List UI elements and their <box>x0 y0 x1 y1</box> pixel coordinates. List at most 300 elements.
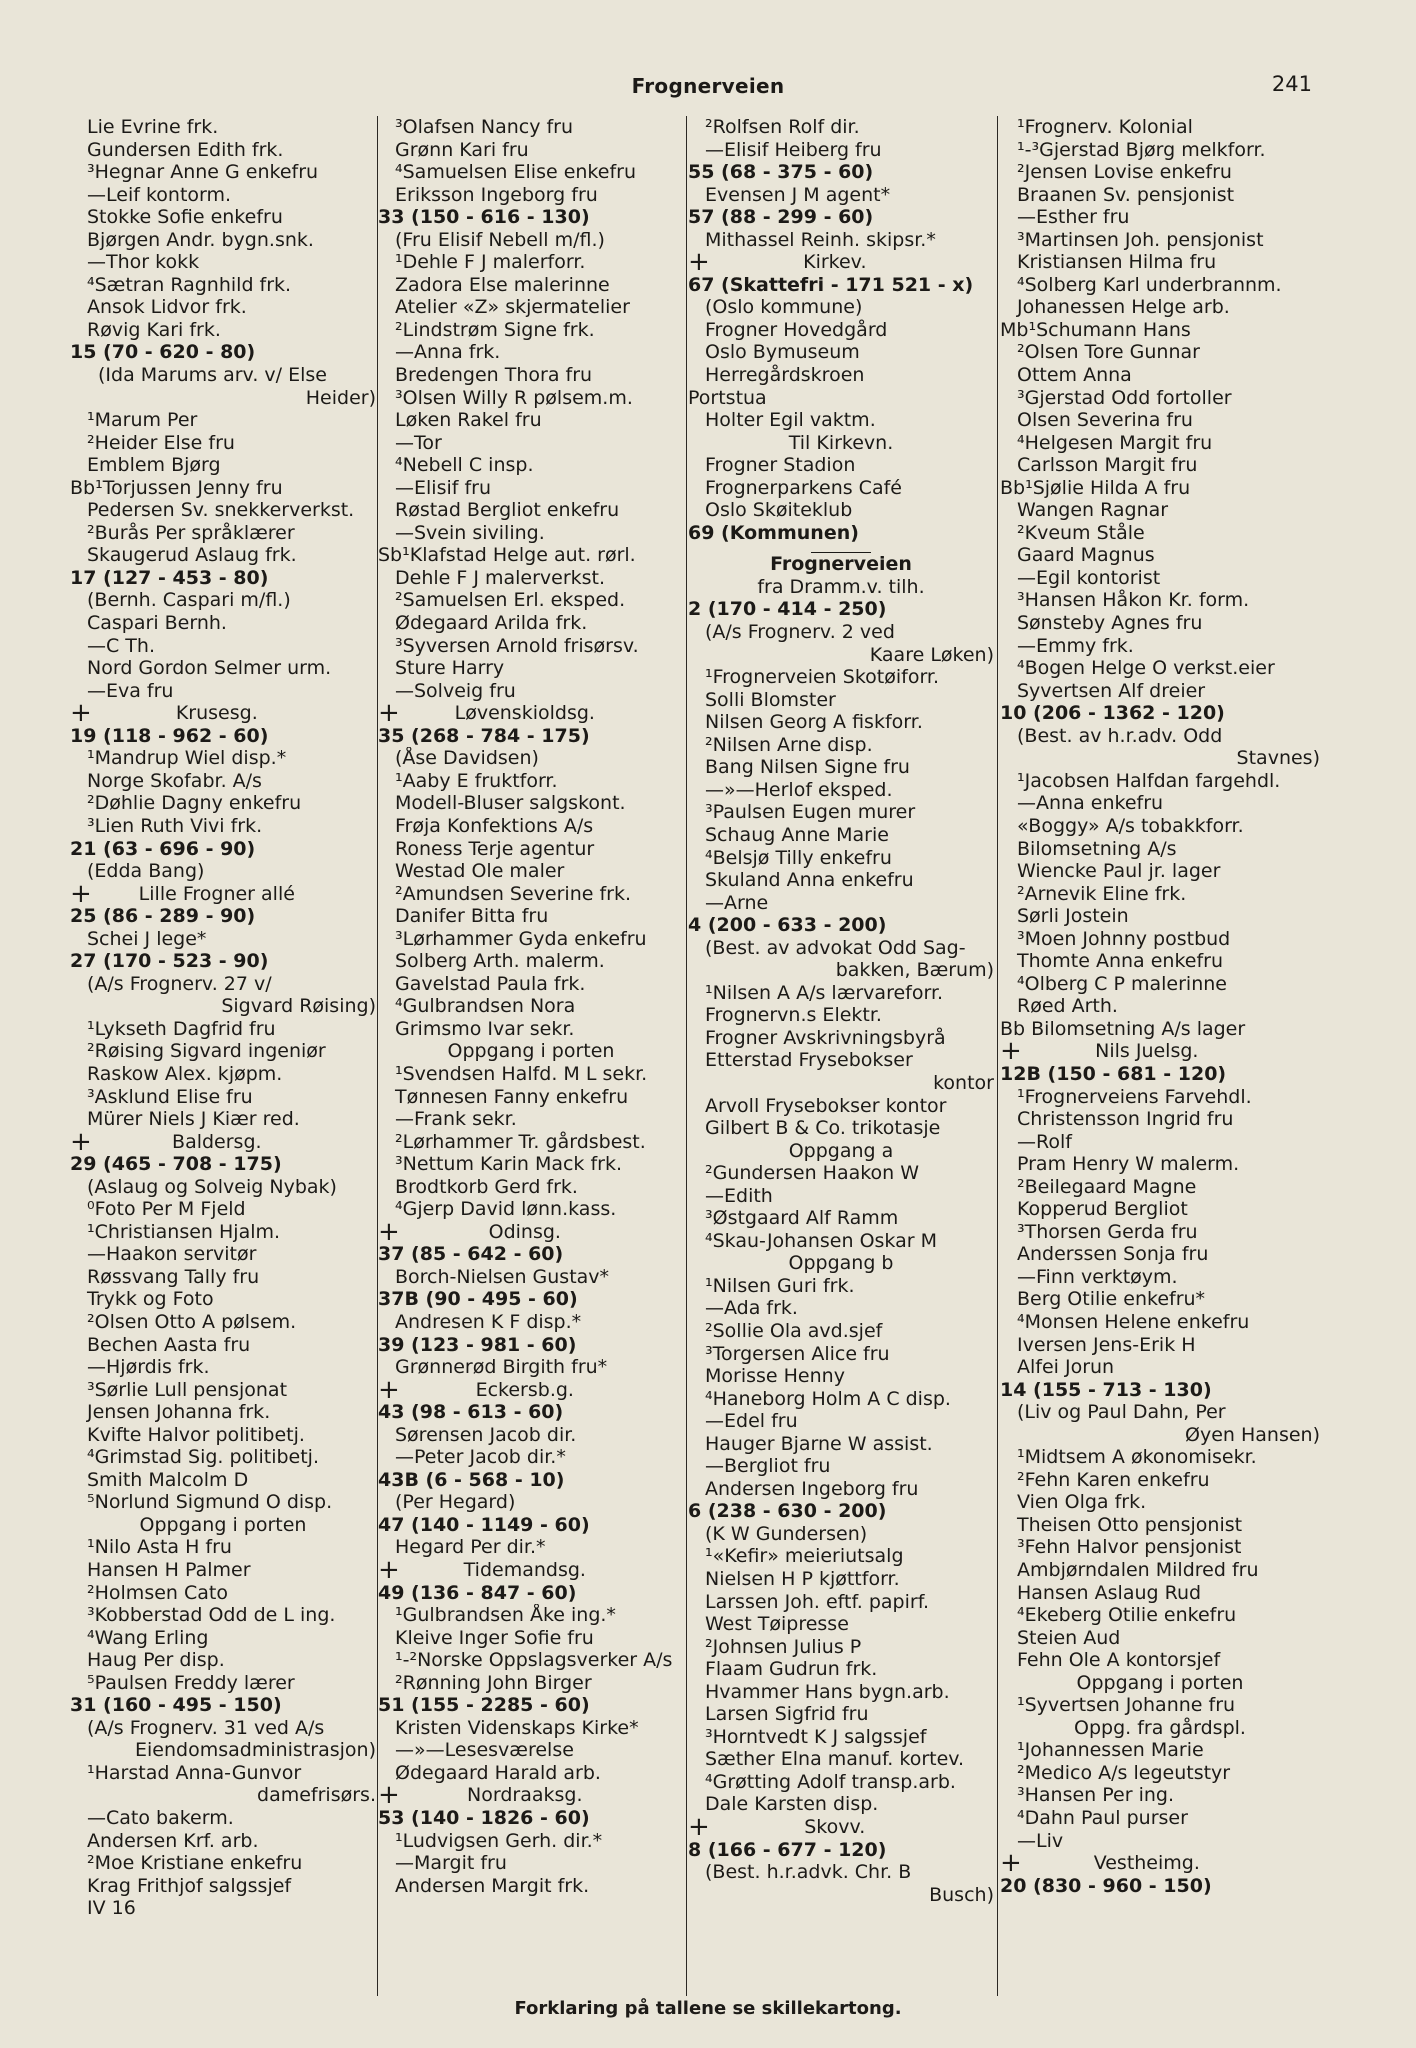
directory-entry: ⁴Grimstad Sig. politibetj. <box>87 1446 319 1469</box>
directory-entry: ³Martinsen Joh. pensjonist <box>1017 228 1264 251</box>
directory-entry: ²Burås Per språklærer <box>87 521 295 544</box>
directory-entry: ²Rønning John Birger <box>395 1671 592 1694</box>
directory-entry: Brodtkorb Gerd frk. <box>395 1175 578 1198</box>
address-number: 12B (150 - 681 - 120) <box>1000 1062 1227 1085</box>
directory-entry: Gavelstad Paula frk. <box>395 972 586 995</box>
directory-entry: ³Lørhammer Gyda enkefru <box>395 927 647 950</box>
cross-street-icon: + <box>378 1220 400 1244</box>
directory-entry: ¹Christiansen Hjalm. <box>87 1220 281 1243</box>
directory-entry: Frogner Avskrivningsbyrå <box>705 1026 946 1049</box>
directory-entry: —Finn verktøym. <box>1017 1265 1178 1288</box>
directory-entry: ²Døhlie Dagny enkefru <box>87 792 302 815</box>
cross-street-row <box>688 251 994 274</box>
address-number: 10 (206 - 1362 - 120) <box>1000 702 1225 725</box>
directory-entry: Andersen Ingeborg fru <box>705 1477 919 1500</box>
directory-entry: —Egil kontorist <box>1017 566 1161 589</box>
directory-entry: Kristen Videnskaps Kirke* <box>395 1716 639 1739</box>
directory-entry: Mithassel Reinh. skipsr.* <box>705 228 936 251</box>
directory-entry: Røstad Bergliot enkefru <box>395 499 620 522</box>
directory-entry: Andresen K F disp.* <box>395 1310 582 1333</box>
address-number: 19 (118 - 962 - 60) <box>70 724 269 747</box>
directory-entry: (Best. av advokat Odd Sag- <box>705 936 966 959</box>
cross-street-row <box>378 1559 684 1582</box>
directory-entry: Oslo Skøiteklub <box>705 499 853 522</box>
address-number: 57 (88 - 299 - 60) <box>688 206 874 229</box>
directory-entry: (Bernh. Caspari m/fl.) <box>87 589 291 612</box>
cross-street-label: Nordraaksg. <box>467 1784 583 1807</box>
directory-entry: Iversen Jens-Erik H <box>1017 1333 1196 1356</box>
directory-entry: Borch-Nielsen Gustav* <box>395 1265 610 1288</box>
directory-entry: Alfei Jorun <box>1017 1356 1115 1379</box>
directory-entry: —Anna enkefru <box>1017 792 1164 815</box>
directory-entry: ²Lørhammer Tr. gårdsbest. <box>395 1130 646 1153</box>
directory-entry: Grimsmo Ivar sekr. <box>395 1017 575 1040</box>
directory-entry: Hansen Aslaug Rud <box>1017 1581 1202 1604</box>
address-number: 25 (86 - 289 - 90) <box>70 905 256 928</box>
directory-entry: Wiencke Paul jr. lager <box>1017 860 1221 883</box>
cross-street-row <box>378 1221 684 1244</box>
directory-entry: Vien Olga frk. <box>1017 1491 1147 1514</box>
directory-entry: Kaare Løken) <box>869 643 994 666</box>
address-number: 27 (170 - 523 - 90) <box>70 950 269 973</box>
directory-entry: ⁴Sætran Ragnhild frk. <box>87 273 292 296</box>
directory-entry: —Leif kontorm. <box>87 183 232 206</box>
directory-entry: Sørensen Jacob dir. <box>395 1423 577 1446</box>
directory-entry: Evensen J M agent* <box>705 183 891 206</box>
directory-entry: ²Fehn Karen enkefru <box>1017 1468 1210 1491</box>
directory-entry: Tønnesen Fanny enkefru <box>395 1085 629 1108</box>
directory-entry: Sigvard Røising) <box>221 995 376 1018</box>
directory-entry: ³Hansen Per ing. <box>1017 1784 1175 1807</box>
directory-entry: (A/s Frognerv. 31 ved A/s <box>87 1716 325 1739</box>
directory-entry: ³Thorsen Gerda fru <box>1017 1220 1198 1243</box>
directory-entry: —Cato bakerm. <box>87 1807 234 1830</box>
cross-street-icon: + <box>378 1559 400 1582</box>
footer-note: Forklaring på tallene se skillekartong. <box>514 1998 902 2019</box>
address-number: 4 (200 - 633 - 200) <box>688 914 887 937</box>
directory-entry: —Ada frk. <box>705 1297 798 1320</box>
directory-entry: ²Kveum Ståle <box>1017 521 1145 544</box>
directory-entry: Røvig Kari frk. <box>87 318 221 341</box>
address-number: 43 (98 - 613 - 60) <box>378 1401 564 1424</box>
directory-entry: (Åse Davidsen) <box>395 747 539 770</box>
cross-street-row <box>378 702 684 725</box>
directory-entry: —Haakon servitør <box>87 1243 257 1266</box>
address-number: 29 (465 - 708 - 175) <box>70 1153 282 1176</box>
directory-entry: Sb¹Klafstad Helge aut. rørl. <box>378 544 636 567</box>
directory-entry: Haug Per disp. <box>87 1649 225 1672</box>
directory-entry: ²Holmsen Cato <box>87 1581 228 1604</box>
directory-entry: Christensson Ingrid fru <box>1017 1108 1234 1131</box>
directory-entry: Steien Aud <box>1017 1626 1121 1649</box>
directory-entry: Westad Ole maler <box>395 860 565 883</box>
directory-entry: —»—Herlof eksped. <box>705 778 893 801</box>
cross-street-icon: + <box>70 882 92 906</box>
directory-entry: Pram Henry W malerm. <box>1017 1153 1240 1176</box>
directory-entry: Pedersen Sv. snekkerverkst. <box>87 499 355 522</box>
directory-entry: ¹Nilo Asta H fru <box>87 1536 232 1559</box>
directory-entry: Larsen Sigfrid fru <box>705 1703 869 1726</box>
directory-entry: Grønn Kari fru <box>395 138 529 161</box>
directory-entry: ¹Marum Per <box>87 409 198 432</box>
directory-entry: ⁴Skau-Johansen Oskar M <box>705 1229 937 1252</box>
directory-entry: ⁴Grøtting Adolf transp.arb. <box>705 1770 956 1793</box>
directory-entry: Trykk og Foto <box>87 1288 214 1311</box>
directory-entry: ¹«Kefir» meieriutsalg <box>705 1545 904 1568</box>
directory-entry: (Fru Elisif Nebell m/fl.) <box>395 228 605 251</box>
directory-entry: Skuland Anna enkefru <box>705 869 914 892</box>
directory-entry: Holter Egil vaktm. <box>705 409 876 432</box>
directory-entry: Frognerparkens Café <box>705 476 902 499</box>
address-number: 31 (160 - 495 - 150) <box>70 1694 282 1717</box>
directory-entry: Sønsteby Agnes fru <box>1017 612 1203 635</box>
directory-entry: Kvifte Halvor politibetj. <box>87 1423 305 1446</box>
directory-entry: Bredengen Thora fru <box>395 364 593 387</box>
directory-entry: Norge Skofabr. A/s <box>87 769 262 792</box>
directory-entry: Nilsen Georg A fiskforr. <box>705 711 923 734</box>
cross-street-row <box>688 1816 994 1839</box>
directory-entry: ¹Nilsen Guri frk. <box>705 1274 855 1297</box>
directory-entry: ²Medico A/s legeutstyr <box>1017 1761 1231 1784</box>
cross-street-icon: + <box>688 1816 710 1839</box>
directory-entry: Stavnes) <box>1236 747 1320 770</box>
directory-entry: Berg Otilie enkefru* <box>1017 1288 1206 1311</box>
directory-entry: Lie Evrine frk. <box>87 116 219 138</box>
directory-entry: (Per Hegard) <box>395 1491 516 1514</box>
directory-entry: Øyen Hansen) <box>1185 1423 1320 1446</box>
directory-entry: ⁴Bogen Helge O verkst.eier <box>1017 657 1275 680</box>
directory-column-3 <box>688 116 994 1986</box>
address-number: 37B (90 - 495 - 60) <box>378 1288 578 1311</box>
directory-column-2 <box>378 116 684 1986</box>
directory-entry: (Best. h.r.advk. Chr. B <box>705 1861 912 1884</box>
directory-entry: Sture Harry <box>395 657 505 680</box>
directory-entry: ³Moen Johnny postbud <box>1017 927 1231 950</box>
directory-entry: Schei J lege* <box>87 927 207 950</box>
directory-entry: Frogner Hovedgård <box>705 318 888 341</box>
directory-entry: ⁴Samuelsen Elise enkefru <box>395 161 636 184</box>
directory-entry: ⁴Nebell C insp. <box>395 454 534 477</box>
directory-entry: ⁴Belsjø Tilly enkefru <box>705 846 892 869</box>
directory-entry: Hegard Per dir.* <box>395 1536 546 1559</box>
directory-entry: —»—Lesesværelse <box>395 1739 574 1762</box>
directory-entry: Morisse Henny <box>705 1365 845 1388</box>
directory-entry: ⁵Norlund Sigmund O disp. <box>87 1491 333 1514</box>
cross-street-row <box>70 1131 376 1154</box>
directory-entry: Nord Gordon Selmer urm. <box>87 657 332 680</box>
directory-entry: Anderssen Sonja fru <box>1017 1243 1209 1266</box>
address-number: 8 (166 - 677 - 120) <box>688 1838 887 1861</box>
directory-entry: (A/s Frognerv. 27 v/ <box>87 972 272 995</box>
directory-entry: ³Paulsen Eugen murer <box>705 801 916 824</box>
directory-entry: (Edda Bang) <box>87 860 205 883</box>
directory-entry: Etterstad Frysebokser <box>705 1049 913 1072</box>
cross-street-icon: + <box>1000 1852 1022 1875</box>
cross-street-label: Nils Juelsg. <box>1095 1040 1199 1063</box>
directory-entry: ⁴Wang Erling <box>87 1626 209 1649</box>
directory-entry: ¹Harstad Anna-Gunvor <box>87 1761 302 1784</box>
directory-entry: Olsen Severina fru <box>1017 409 1193 432</box>
section-heading: Oppgang i porten <box>139 1513 307 1536</box>
directory-entry: ²Beilegaard Magne <box>1017 1175 1197 1198</box>
directory-entry: Arvoll Frysebokser kontor <box>705 1094 947 1117</box>
page-number: 241 <box>1271 72 1312 96</box>
directory-entry: ⁴Dahn Paul purser <box>1017 1807 1188 1830</box>
directory-entry: Bilomsetning A/s <box>1017 837 1177 860</box>
directory-entry: —Hjørdis frk. <box>87 1356 210 1379</box>
directory-entry: —Thor kokk <box>87 251 200 274</box>
directory-entry: ²Nilsen Arne disp. <box>705 733 873 756</box>
address-number: 67 (Skattefri - 171 521 - x) <box>688 273 974 296</box>
section-heading: Oppgang i porten <box>1076 1671 1244 1694</box>
section-heading: Til Kirkevn. <box>788 431 894 454</box>
address-number: 17 (127 - 453 - 80) <box>70 566 269 589</box>
cross-street-icon: + <box>378 1378 400 1402</box>
directory-entry: —Arne <box>705 891 769 914</box>
directory-entry: ³Syversen Arnold frisørsv. <box>395 634 639 657</box>
cross-street-icon: + <box>70 1130 92 1154</box>
directory-entry: ³Olafsen Nancy fru <box>395 116 574 138</box>
directory-entry: —Edith <box>705 1184 773 1207</box>
directory-entry: Bang Nilsen Signe fru <box>705 756 910 779</box>
directory-entry: ³Gjerstad Odd fortoller <box>1017 386 1232 409</box>
directory-entry: Dehle F J malerverkst. <box>395 566 606 589</box>
directory-entry: ²Moe Kristiane enkefru <box>87 1852 303 1875</box>
directory-entry: ²Olsen Tore Gunnar <box>1017 341 1200 364</box>
address-number: 35 (268 - 784 - 175) <box>378 724 590 747</box>
directory-entry: (K W Gundersen) <box>705 1522 868 1545</box>
directory-entry: ¹Nilsen A A/s lærvareforr. <box>705 981 944 1004</box>
directory-entry: ³Torgersen Alice fru <box>705 1342 890 1365</box>
directory-column-1 <box>70 116 376 1986</box>
address-number: 6 (238 - 630 - 200) <box>688 1500 887 1523</box>
page-title: Frognerveien <box>631 74 785 98</box>
directory-entry: Bb Bilomsetning A/s lager <box>1000 1017 1246 1040</box>
directory-entry: Solli Blomster <box>705 688 836 711</box>
directory-entry: Ødegaard Arilda frk. <box>395 612 588 635</box>
section-heading: Oppgang b <box>788 1252 894 1275</box>
directory-entry: Fehn Ole A kontorsjef <box>1017 1649 1221 1672</box>
directory-entry: Gilbert B & Co. trikotasje <box>705 1117 941 1140</box>
cross-street-label: Skovv. <box>804 1816 866 1839</box>
directory-entry: Emblem Bjørg <box>87 454 221 477</box>
directory-entry: Hansen H Palmer <box>87 1559 251 1581</box>
directory-entry: Busch) <box>929 1883 994 1906</box>
directory-entry: Carlsson Margit fru <box>1017 454 1198 477</box>
directory-entry: (Liv og Paul Dahn, Per <box>1017 1401 1226 1424</box>
section-heading: Oppgang i porten <box>447 1040 615 1063</box>
directory-entry: ¹-²Norske Oppslagsverker A/s <box>395 1649 673 1672</box>
address-number: 21 (63 - 696 - 90) <box>70 837 256 860</box>
directory-entry: Røssvang Tally fru <box>87 1265 260 1288</box>
directory-entry: ⁰Foto Per M Fjeld <box>87 1198 246 1221</box>
directory-entry: bakken, Bærum) <box>835 959 994 982</box>
directory-entry: Zadora Else malerinne <box>395 273 610 296</box>
directory-entry: Flaam Gudrun frk. <box>705 1658 878 1681</box>
directory-entry: Kristiansen Hilma fru <box>1017 251 1217 274</box>
cross-street-row <box>70 702 376 725</box>
directory-entry: ¹Frognerv. Kolonial <box>1017 116 1193 138</box>
directory-entry: Portstua <box>688 386 767 409</box>
cross-street-label: Vestheimg. <box>1093 1852 1200 1875</box>
directory-entry: (Ida Marums arv. v/ Else <box>98 364 327 387</box>
address-number: 55 (68 - 375 - 60) <box>688 161 874 184</box>
directory-entry: Ansok Lidvor frk. <box>87 296 247 319</box>
directory-entry: ²Olsen Otto A pølsem. <box>87 1310 297 1333</box>
directory-entry: ³Horntvedt K J salgssjef <box>705 1725 927 1748</box>
directory-entry: Jensen Johanna frk. <box>87 1401 271 1424</box>
directory-entry: Theisen Otto pensjonist <box>1017 1513 1243 1536</box>
directory-entry: —Edel fru <box>705 1410 798 1433</box>
directory-entry: ²Arnevik Eline frk. <box>1017 882 1187 905</box>
directory-entry: Ødegaard Harald arb. <box>395 1761 601 1784</box>
directory-entry: damefrisørs. <box>257 1784 376 1807</box>
directory-entry: kontor <box>933 1071 994 1094</box>
directory-entry: Frognervn.s Elektr. <box>705 1004 882 1027</box>
directory-entry: ¹Johannessen Marie <box>1017 1739 1204 1762</box>
directory-entry: Syvertsen Alf dreier <box>1017 679 1206 702</box>
directory-entry: Thomte Anna enkefru <box>1017 950 1224 973</box>
directory-entry: Oslo Bymuseum <box>705 341 860 364</box>
directory-entry: Ottem Anna <box>1017 364 1132 387</box>
directory-entry: ²Heider Else fru <box>87 431 235 454</box>
directory-entry: ³Kobberstad Odd de L ing. <box>87 1604 336 1627</box>
cross-street-icon: + <box>1000 1040 1022 1063</box>
address-number: 2 (170 - 414 - 250) <box>688 598 887 621</box>
directory-entry: ²Gundersen Haakon W <box>705 1162 920 1185</box>
cross-street-row <box>378 1379 684 1402</box>
directory-entry: ¹-³Gjerstad Bjørg melkforr. <box>1017 138 1266 161</box>
directory-entry: Bb¹Sjølie Hilda A fru <box>1000 476 1191 499</box>
column-divider <box>997 116 998 1996</box>
directory-entry: Mb¹Schumann Hans <box>1000 318 1191 341</box>
directory-entry: —Liv <box>1017 1829 1064 1852</box>
directory-entry: ²Jensen Lovise enkefru <box>1017 161 1232 184</box>
directory-entry: Eiendomsadministrasjon) <box>135 1739 376 1762</box>
directory-entry: ³Hansen Håkon Kr. form. <box>1017 589 1250 612</box>
directory-entry: Grønnerød Birgith fru* <box>395 1356 608 1379</box>
section-heading: Oppg. fra gårdspl. <box>1074 1716 1246 1739</box>
address-number: 14 (155 - 713 - 130) <box>1000 1378 1212 1401</box>
directory-entry: Mürer Niels J Kiær red. <box>87 1108 300 1131</box>
directory-entry: —Margit fru <box>395 1852 507 1875</box>
section-heading: Oppgang a <box>788 1139 894 1162</box>
directory-entry: Heider) <box>305 386 376 409</box>
cross-street-icon: + <box>688 251 710 274</box>
directory-entry: Wangen Ragnar <box>1017 499 1169 522</box>
directory-entry: ⁴Olberg C P malerinne <box>1017 972 1227 995</box>
directory-entry: Andersen Krf. arb. <box>87 1829 259 1852</box>
directory-entry: Larssen Joh. eftf. papirf. <box>705 1590 930 1613</box>
directory-entry: ⁴Gulbrandsen Nora <box>395 995 576 1018</box>
directory-entry: Bechen Aasta fru <box>87 1333 251 1356</box>
directory-entry: ³Østgaard Alf Ramm <box>705 1207 899 1230</box>
directory-entry: Røed Arth. <box>1017 995 1118 1018</box>
directory-entry: Krag Frithjof salgssjef <box>87 1874 292 1897</box>
directory-entry: Roness Terje agentur <box>395 837 595 860</box>
directory-entry: ⁴Helgesen Margit fru <box>1017 431 1213 454</box>
directory-entry: ¹Gulbrandsen Åke ing.* <box>395 1604 616 1627</box>
directory-entry: ⁴Solberg Karl underbrannm. <box>1017 273 1282 296</box>
directory-entry: ¹Midtsem A økonomisekr. <box>1017 1446 1257 1469</box>
directory-entry: West Tøipresse <box>705 1613 849 1636</box>
directory-entry: Bb¹Torjussen Jenny fru <box>70 476 283 499</box>
directory-entry: Hauger Bjarne W assist. <box>705 1432 933 1455</box>
cross-street-label: Krusesg. <box>175 702 258 725</box>
directory-column-4 <box>1000 116 1320 1986</box>
directory-entry: —Anna frk. <box>395 341 501 364</box>
directory-entry: Stokke Sofie enkefru <box>87 206 283 229</box>
directory-entry: ²Sollie Ola avd.sjef <box>705 1319 883 1342</box>
directory-entry: —Frank sekr. <box>395 1108 517 1131</box>
address-number: 49 (136 - 847 - 60) <box>378 1581 577 1604</box>
directory-entry: ³Nettum Karin Mack frk. <box>395 1153 623 1176</box>
directory-entry: Nielsen H P kjøttforr. <box>705 1568 900 1590</box>
address-number: 53 (140 - 1826 - 60) <box>378 1807 590 1830</box>
directory-entry: ²Johnsen Julius P <box>705 1635 862 1658</box>
directory-entry: Solberg Arth. malerm. <box>395 950 605 973</box>
directory-entry: —Elisif Heiberg fru <box>705 138 882 161</box>
address-number: 15 (70 - 620 - 80) <box>70 341 256 364</box>
directory-entry: Eriksson Ingeborg fru <box>395 183 598 206</box>
cross-street-label: Løvenskioldsg. <box>454 702 595 725</box>
directory-entry: ³Sørlie Lull pensjonat <box>87 1378 288 1401</box>
directory-entry: ¹Mandrup Wiel disp.* <box>87 747 287 770</box>
directory-entry: Skaugerud Aslaug frk. <box>87 544 297 567</box>
address-number: 39 (123 - 981 - 60) <box>378 1333 577 1356</box>
cross-street-row <box>378 1784 684 1807</box>
directory-entry: —Eva fru <box>87 679 174 702</box>
directory-entry: ⁴Gjerp David lønn.kass. <box>395 1198 617 1221</box>
directory-entry: ¹Frognerveien Skotøiforr. <box>705 666 940 689</box>
address-number: 69 (Kommunen) <box>688 521 859 544</box>
address-number: 47 (140 - 1149 - 60) <box>378 1513 590 1536</box>
cross-street-label: Baldersg. <box>172 1130 262 1153</box>
directory-entry: ⁴Ekeberg Otilie enkefru <box>1017 1604 1237 1627</box>
directory-entry: «Boggy» A/s tobakkforr. <box>1017 814 1244 837</box>
directory-entry: Modell-Bluser salgskont. <box>395 792 626 815</box>
directory-entry: ¹Dehle F J malerforr. <box>395 251 586 274</box>
directory-entry: (Aslaug og Solveig Nybak) <box>87 1175 337 1198</box>
directory-entry: Sørli Jostein <box>1017 905 1129 928</box>
directory-entry: Andersen Margit frk. <box>395 1874 590 1897</box>
directory-entry: Kopperud Bergliot <box>1017 1198 1188 1221</box>
cross-street-label: Kirkev. <box>803 251 867 274</box>
directory-entry: ²Lindstrøm Signe frk. <box>395 318 595 341</box>
directory-entry: ¹Jacobsen Halfdan fargehdl. <box>1017 769 1281 792</box>
directory-entry: IV 16 <box>87 1897 136 1920</box>
directory-entry: ³Asklund Elise fru <box>87 1085 253 1108</box>
directory-entry: Gundersen Edith frk. <box>87 138 284 161</box>
address-number: 33 (150 - 616 - 130) <box>378 206 590 229</box>
cross-street-row <box>1000 1852 1320 1875</box>
directory-entry: —Esther fru <box>1017 206 1130 229</box>
directory-entry: Smith Malcolm D <box>87 1468 249 1491</box>
address-number: 43B (6 - 568 - 10) <box>378 1468 565 1491</box>
directory-entry: —Peter Jacob dir.* <box>395 1446 566 1469</box>
directory-entry: ²Røising Sigvard ingeniør <box>87 1040 326 1063</box>
directory-entry: —Solveig fru <box>395 679 516 702</box>
section-heading: fra Dramm.v. tilh. <box>757 575 925 598</box>
cross-street-icon: + <box>378 1784 400 1808</box>
directory-entry: Kleive Inger Sofie fru <box>395 1626 594 1649</box>
directory-entry: ¹Lykseth Dagfrid fru <box>87 1017 276 1040</box>
address-number: 37 (85 - 642 - 60) <box>378 1243 564 1266</box>
directory-entry: Frogner Stadion <box>705 454 856 477</box>
directory-entry: —Bergliot fru <box>705 1455 831 1478</box>
directory-entry: Gaard Magnus <box>1017 544 1155 567</box>
cross-street-label: Tidemandsg. <box>463 1559 586 1581</box>
